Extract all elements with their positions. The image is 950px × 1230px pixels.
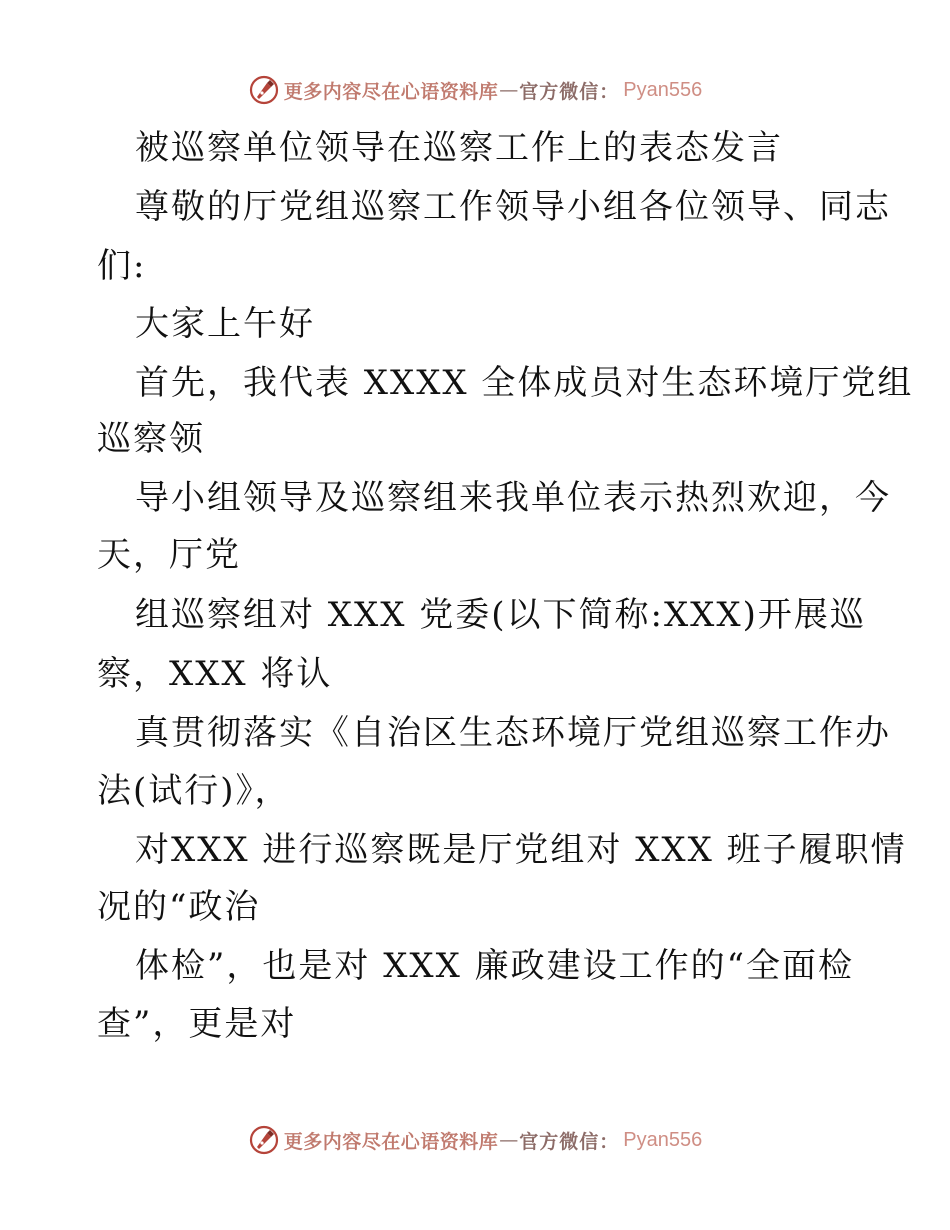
- greeting-line: 大家上午好: [135, 304, 315, 344]
- watermark-dash: —: [499, 1129, 519, 1151]
- paragraph-line: 巡察领: [97, 419, 205, 459]
- watermark-dash: —: [499, 79, 519, 101]
- paragraph-line: 法(试行)》，: [97, 771, 291, 811]
- watermark-slogan: 更多内容尽在心语资料库: [283, 1130, 499, 1153]
- watermark-wechat-id: Pyan556: [623, 78, 703, 101]
- document-title: 被巡察单位领导在巡察工作上的表态发言: [135, 128, 783, 168]
- watermark-slogan: 更多内容尽在心语资料库: [283, 80, 499, 103]
- paragraph-line: 导小组领导及巡察组来我单位表示热烈欢迎，今: [135, 478, 891, 518]
- watermark-wechat-id: Pyan556: [623, 1128, 703, 1151]
- pen-nib-logo-icon: [248, 74, 280, 106]
- paragraph-line: 况的“政治: [97, 887, 261, 927]
- watermark-wechat-label: 官方微信：: [519, 80, 620, 103]
- paragraph-line: 察，XXX 将认: [97, 654, 333, 694]
- paragraph-line: 体检”，也是对 XXX 廉政建设工作的“全面检: [135, 946, 854, 986]
- paragraph-line: 对XXX 进行巡察既是厅党组对 XXX 班子履职情: [135, 830, 907, 870]
- paragraph-line: 查”，更是对: [97, 1004, 297, 1044]
- paragraph-line: 天，厅党: [97, 535, 241, 575]
- paragraph-line: 首先，我代表 XXXX 全体成员对生态环境厅党组: [135, 363, 914, 403]
- header-watermark: [0, 70, 950, 110]
- paragraph-line: 真贯彻落实《自治区生态环境厅党组巡察工作办: [135, 713, 891, 753]
- paragraph-line: 组巡察组对 XXX 党委(以下简称:XXX)开展巡: [135, 595, 866, 635]
- salutation-line: 尊敬的厅党组巡察工作领导小组各位领导、同志: [135, 187, 891, 227]
- pen-nib-logo-icon: [248, 1124, 280, 1156]
- watermark-wechat-label: 官方微信：: [519, 1130, 620, 1153]
- footer-watermark: [0, 1120, 950, 1160]
- salutation-cont: 们:: [97, 246, 147, 286]
